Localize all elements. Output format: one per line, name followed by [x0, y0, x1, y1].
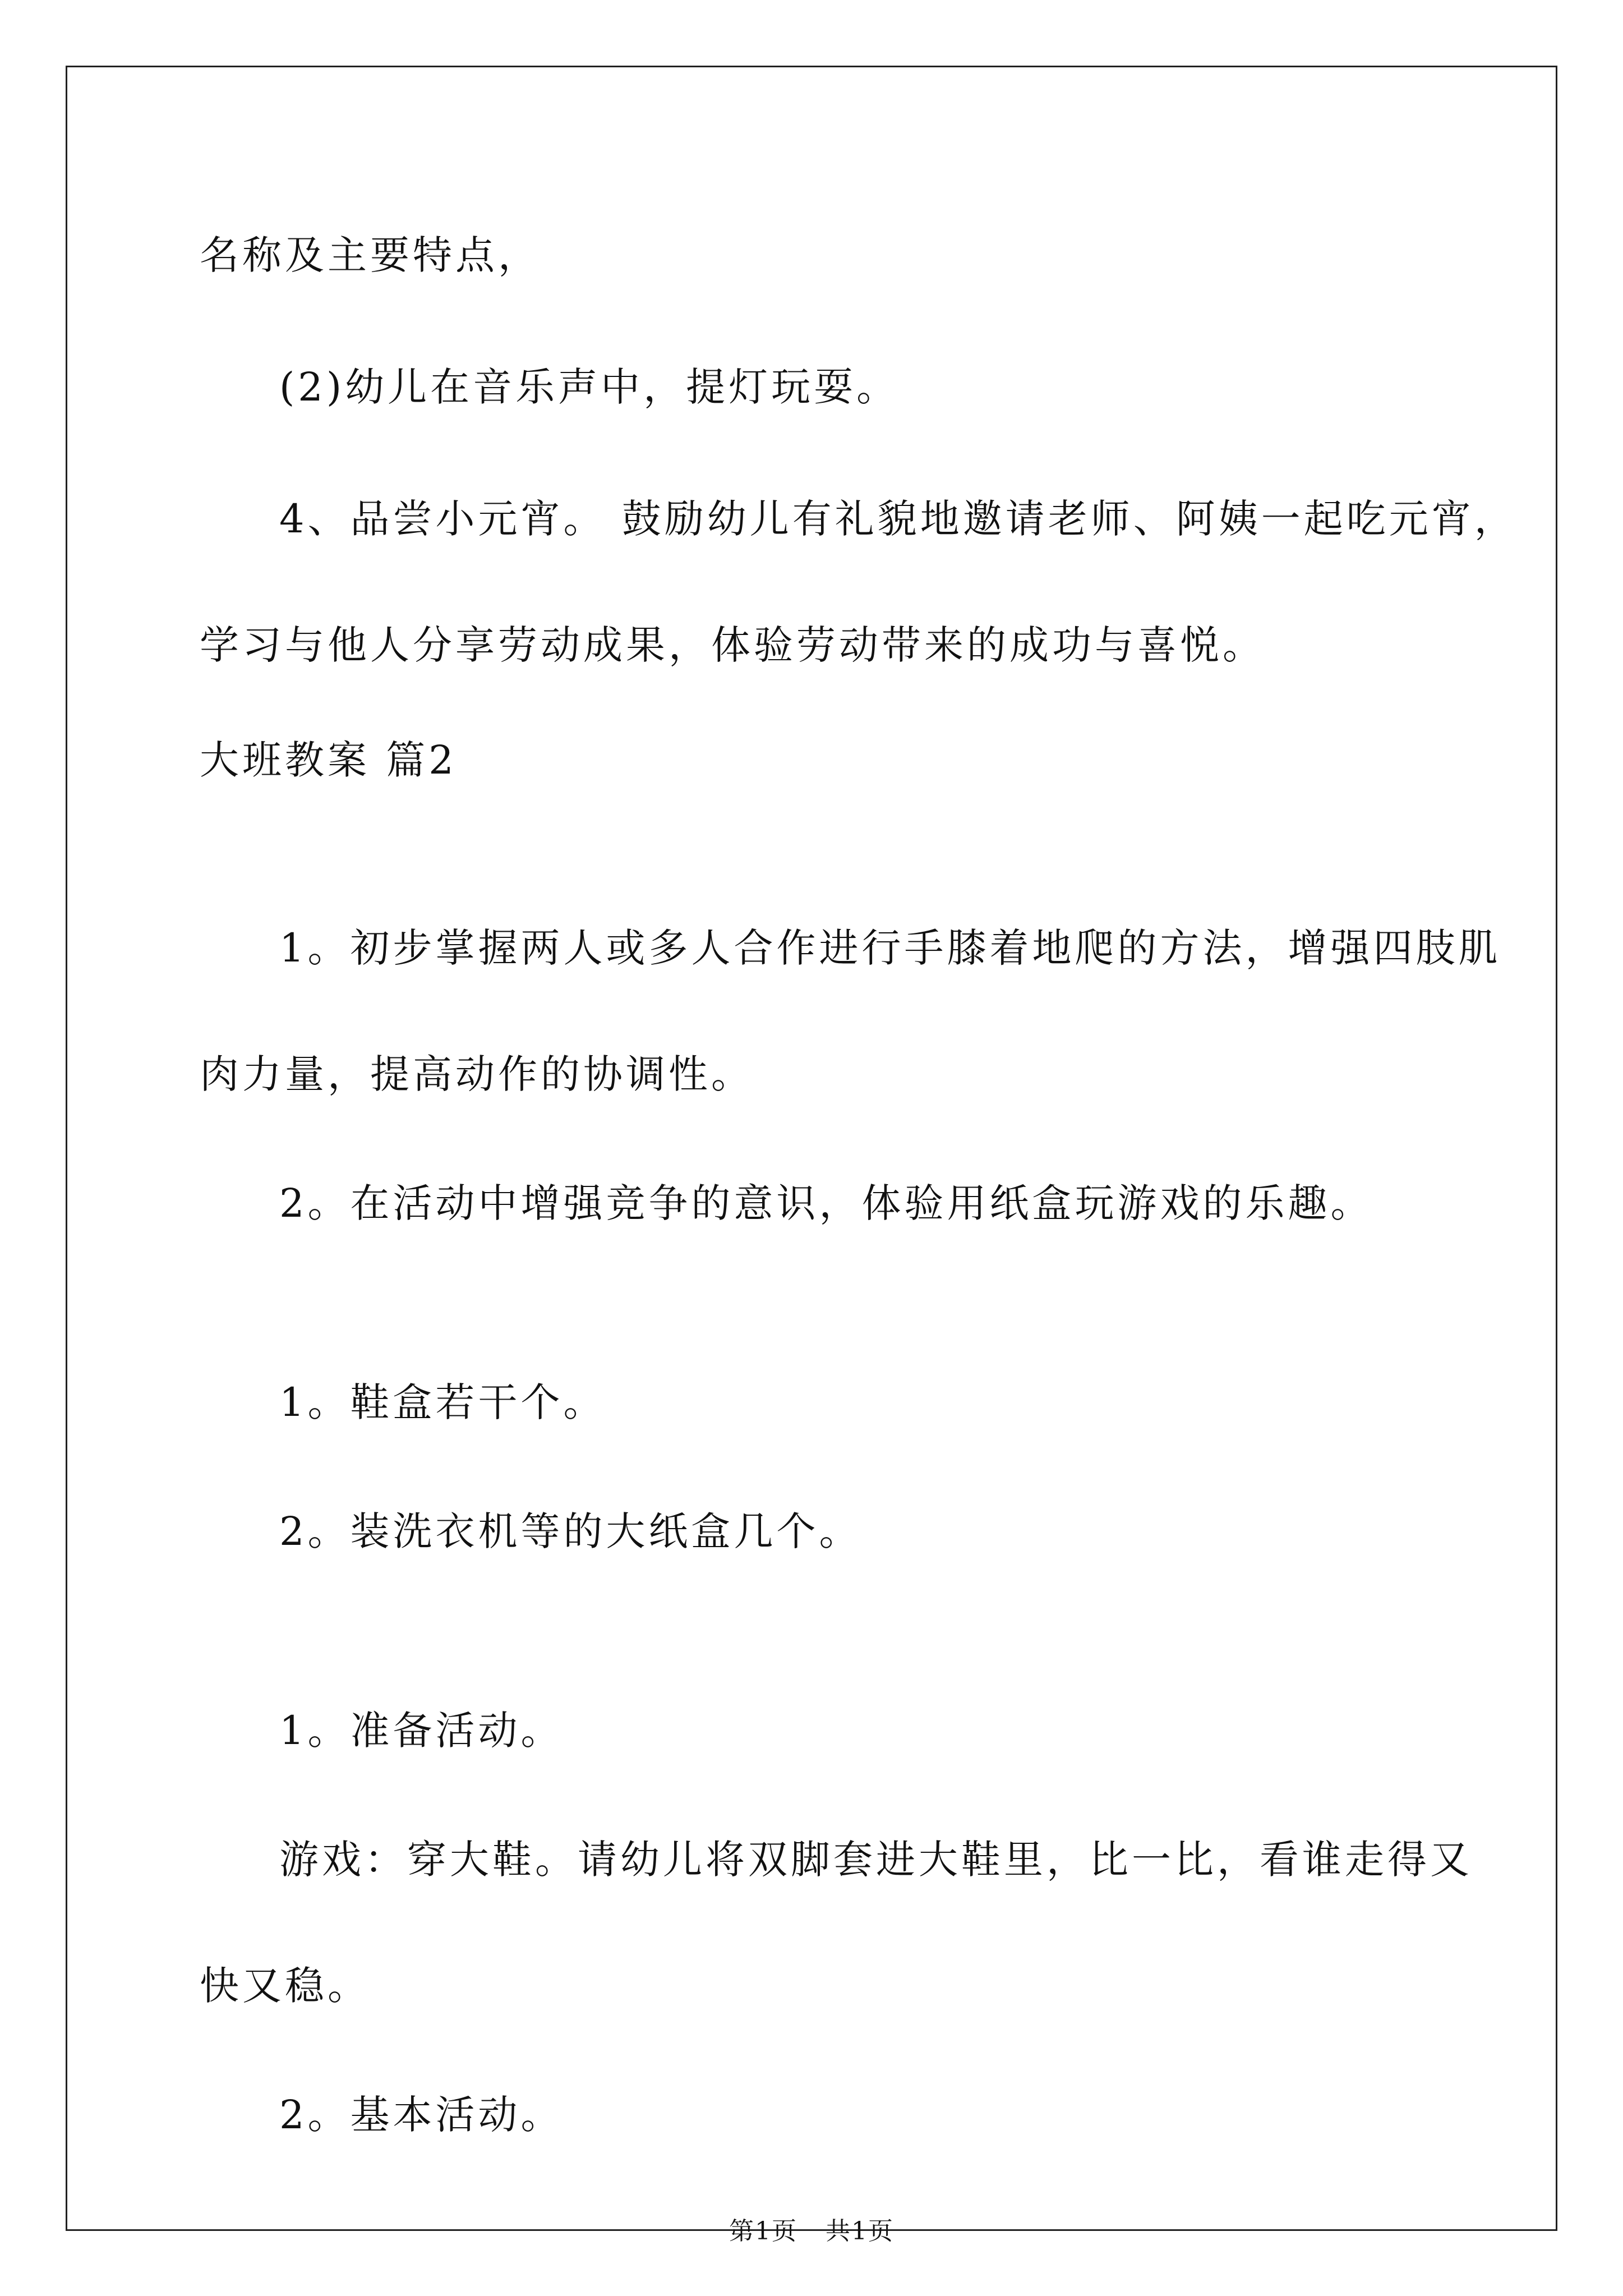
- text-line-6: 肉力量，提高动作的协调性。: [200, 1051, 754, 1097]
- text-line-4: 学习与他人分享劳动成果，体验劳动带来的成功与喜悦。: [200, 622, 1265, 668]
- text-line-1: 名称及主要特点，: [200, 232, 541, 278]
- text-line-7: 2。在活动中增强竞争的意识，体验用纸盒玩游戏的乐趣。: [279, 1180, 1373, 1226]
- page-footer: [0, 2216, 1623, 2247]
- text-line-8: 1。鞋盒若干个。: [279, 1379, 606, 1425]
- text-line-2: (2)幼儿在音乐声中，提灯玩耍。: [279, 364, 900, 410]
- page-number: 第1页: [729, 2217, 797, 2246]
- section-heading: 大班教案 篇2: [200, 737, 457, 783]
- text-line-13: 2。基本活动。: [279, 2092, 564, 2138]
- text-line-9: 2。装洗衣机等的大纸盒几个。: [279, 1508, 862, 1554]
- page-frame: [66, 66, 1557, 2231]
- page-total: 共1页: [826, 2217, 894, 2246]
- text-line-10: 1。准备活动。: [279, 1708, 564, 1754]
- text-line-12: 快又稳。: [200, 1963, 370, 2009]
- text-line-11: 游戏：穿大鞋。请幼儿将双脚套进大鞋里，比一比，看谁走得又: [279, 1837, 1473, 1883]
- text-line-5: 1。初步掌握两人或多人合作进行手膝着地爬的方法，增强四肢肌: [279, 925, 1501, 971]
- text-line-3: 4、品尝小元宵。 鼓励幼儿有礼貌地邀请老师、阿姨一起吃元宵，: [279, 496, 1517, 542]
